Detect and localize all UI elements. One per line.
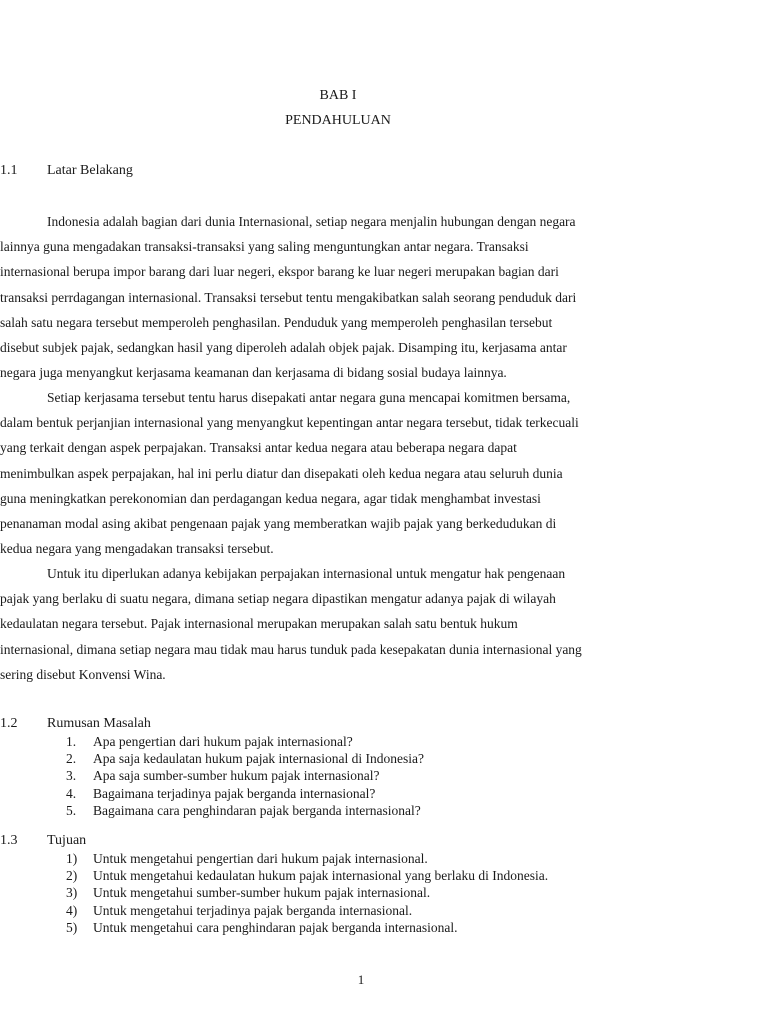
list-marker: 4. bbox=[66, 785, 77, 801]
paragraph-line: Indonesia adalah bagian dari dunia Internasional, setiap negara menjalin hubungan dengan negara bbox=[47, 214, 576, 229]
section-title: Tujuan bbox=[47, 833, 87, 848]
paragraph-line: kedua negara yang mengadakan transaksi tersebut. bbox=[0, 541, 274, 557]
list-marker: 5. bbox=[66, 802, 77, 818]
paragraph-line: Untuk itu diperlukan adanya kebijakan perpajakan internasional untuk mengatur hak pengenaan bbox=[47, 566, 566, 581]
list-item-text: Apa pengertian dari hukum pajak internasional? bbox=[93, 734, 353, 749]
list-marker: 1) bbox=[66, 851, 78, 866]
paragraph-line: disebut subjek pajak, sedangkan hasil yang diperoleh adalah objek pajak. Disamping itu, kerjasama antar bbox=[0, 339, 567, 355]
list-item-text: Apa saja sumber-sumber hukum pajak internasional? bbox=[93, 768, 380, 784]
list-marker: 3. bbox=[66, 768, 77, 784]
paragraph-2 bbox=[0, 385, 700, 561]
paragraph-line: internasional berupa impor barang dari luar negeri, ekspor barang ke luar negeri merupakan bagian dari bbox=[0, 264, 559, 280]
list-item-text: Untuk mengetahui pengertian dari hukum pajak internasional. bbox=[93, 851, 428, 866]
page-number: 1 bbox=[357, 972, 365, 987]
chapter-number: BAB I bbox=[319, 88, 357, 103]
problem-list bbox=[0, 733, 700, 819]
list-marker: 2) bbox=[66, 868, 78, 884]
list-item-text: Bagaimana cara penghindaran pajak berganda internasional? bbox=[93, 802, 421, 818]
list-marker: 5) bbox=[66, 919, 78, 935]
section-number: 1.2 bbox=[0, 716, 18, 731]
list-item-text: Apa saja kedaulatan hukum pajak internasional di Indonesia? bbox=[93, 751, 425, 767]
section-title: Latar Belakang bbox=[47, 163, 133, 178]
list-marker: 3) bbox=[66, 885, 78, 901]
paragraph-line: sering disebut Konvensi Wina. bbox=[0, 666, 166, 682]
section-number: 1.3 bbox=[0, 833, 18, 848]
section-title: Rumusan Masalah bbox=[47, 716, 151, 731]
paragraph-3 bbox=[0, 561, 700, 687]
paragraph-line: Setiap kerjasama tersebut tentu harus disepakati antar negara guna mencapai komitmen bersama, bbox=[47, 390, 571, 405]
list-item bbox=[0, 733, 700, 750]
chapter-title: PENDAHULUAN bbox=[285, 113, 391, 128]
list-item bbox=[0, 919, 700, 936]
list-marker: 1. bbox=[66, 734, 77, 749]
paragraph-line: negara juga menyangkut kerjasama keamanan dan kerjasama di bidang sosial budaya lainnya. bbox=[0, 365, 507, 381]
paragraph-line: salah satu negara tersebut memperoleh penghasilan. Penduduk yang memperoleh penghasilan tersebut bbox=[0, 314, 553, 330]
section-number: 1.1 bbox=[0, 163, 18, 178]
paragraph-line: pajak yang berlaku di suatu negara, dimana setiap negara dipastikan mengatur adanya pajak di wilayah bbox=[0, 591, 556, 607]
paragraph-line: penanaman modal asing akibat pengenaan pajak yang memberatkan wajib pajak yang berkedudukan di bbox=[0, 515, 557, 531]
list-item-text: Untuk mengetahui sumber-sumber hukum pajak internasional. bbox=[93, 885, 431, 901]
list-item bbox=[0, 802, 700, 819]
list-marker: 2. bbox=[66, 751, 77, 767]
paragraph-line: kedaulatan negara tersebut. Pajak internasional merupakan merupakan salah satu bentuk hukum bbox=[0, 616, 518, 632]
list-item bbox=[0, 867, 700, 884]
paragraph-line: guna meningkatkan perekonomian dan perdagangan kedua negara, agar tidak menghambat investasi bbox=[0, 490, 541, 506]
list-item-text: Untuk mengetahui kedaulatan hukum pajak internasional yang berlaku di Indonesia. bbox=[93, 868, 549, 884]
list-item bbox=[0, 750, 700, 767]
paragraph-line: yang terkait dengan aspek perpajakan. Transaksi antar kedua negara atau beberapa negara dapat bbox=[0, 440, 517, 456]
list-item-text: Bagaimana terjadinya pajak berganda internasional? bbox=[93, 785, 376, 801]
list-item bbox=[0, 785, 700, 802]
objective-list bbox=[0, 850, 700, 936]
paragraph-line: dalam bentuk perjanjian internasional yang menyangkut kepentingan antar negara tersebut, tidak terkecuali bbox=[0, 415, 579, 431]
list-item bbox=[0, 767, 700, 784]
list-marker: 4) bbox=[66, 902, 78, 918]
paragraph-line: menimbulkan aspek perpajakan, hal ini perlu diatur dan disepakati oleh kedua negara atau seluruh dunia bbox=[0, 465, 563, 481]
list-item bbox=[0, 902, 700, 919]
paragraph-line: internasional, dimana setiap negara mau tidak mau harus tunduk pada kesepakatan dunia internasional yang bbox=[0, 641, 582, 657]
paragraph-1 bbox=[0, 209, 700, 385]
paragraph-line: transaksi perrdagangan internasional. Transaksi tersebut tentu mengakibatkan salah seorang penduduk dari bbox=[0, 289, 577, 305]
list-item-text: Untuk mengetahui terjadinya pajak berganda internasional. bbox=[93, 902, 413, 918]
list-item-text: Untuk mengetahui cara penghindaran pajak berganda internasional. bbox=[93, 919, 458, 935]
list-item bbox=[0, 884, 700, 901]
list-item bbox=[0, 850, 700, 867]
paragraph-line: lainnya guna mengadakan transaksi-transaksi yang saling menguntungkan antar negara. Transaksi bbox=[0, 239, 529, 255]
